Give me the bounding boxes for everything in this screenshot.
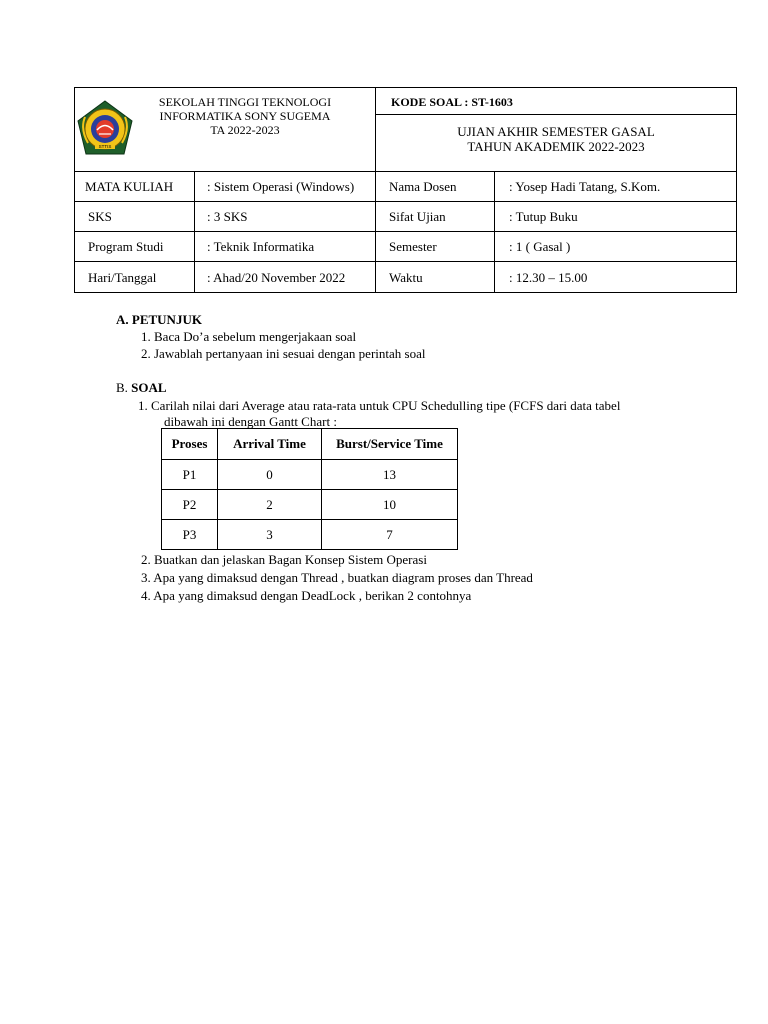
value-program-studi: : Teknik Informatika [207, 239, 315, 254]
question-2: 2. Buatkan dan jelaskan Bagan Konsep Sistem Operasi [141, 552, 427, 567]
petunjuk-heading: A. PETUNJUK [116, 312, 202, 327]
value-mata-kuliah: : Sistem Operasi (Windows) [207, 179, 355, 194]
label-hari-tanggal: Hari/Tanggal [88, 270, 157, 285]
process-table-header-row [162, 429, 458, 460]
soal-heading-text: SOAL [131, 380, 167, 395]
petunjuk-item-1: 1. Baca Do’a sebelum mengerjakaan soal [141, 329, 357, 344]
burst-time: 13 [322, 460, 458, 490]
table-left-border [74, 87, 75, 292]
arrival-time: 2 [218, 490, 322, 520]
soal-heading-prefix: B. [116, 380, 132, 395]
value-sks: : 3 SKS [207, 209, 248, 224]
label-semester: Semester [389, 239, 437, 254]
row2-bottom-border [74, 231, 737, 232]
academic-year: TA 2022-2023 [210, 123, 280, 137]
question-3: 3. Apa yang dimaksud dengan Thread , buatkan diagram proses dan Thread [141, 570, 533, 585]
label-sifat-ujian: Sifat Ujian [389, 209, 446, 224]
exam-title [376, 124, 736, 154]
process-table [161, 428, 458, 550]
burst-time: 7 [322, 520, 458, 550]
label-waktu: Waktu [389, 270, 423, 285]
label-mata-kuliah: MATA KULIAH [85, 179, 174, 194]
question-4: 4. Apa yang dimaksud dengan DeadLock , berikan 2 contohnya [141, 588, 472, 603]
process-name: P3 [162, 520, 218, 550]
kode-soal: KODE SOAL : ST-1603 [391, 95, 513, 109]
value-semester: : 1 ( Gasal ) [509, 239, 571, 254]
label-nama-dosen: Nama Dosen [389, 179, 457, 194]
school-name [140, 95, 350, 137]
col-divider-3 [494, 171, 495, 292]
school-name-line-2: INFORMATIKA SONY SUGEMA [159, 109, 331, 123]
table-bottom-border [74, 292, 737, 293]
row1-bottom-border [74, 201, 737, 202]
value-waktu: : 12.30 – 15.00 [509, 270, 588, 285]
table-right-border [736, 87, 737, 292]
table-row [162, 520, 458, 550]
burst-time: 10 [322, 490, 458, 520]
header-burst-time: Burst/Service Time [322, 429, 458, 460]
table-row [162, 460, 458, 490]
table-row [162, 490, 458, 520]
value-hari-tanggal: : Ahad/20 November 2022 [207, 270, 346, 285]
question-1-line-1: 1. Carilah nilai dari Average atau rata-rata untuk CPU Schedulling tipe (FCFS dari data tabel [138, 398, 621, 413]
label-sks: SKS [88, 209, 112, 224]
arrival-time: 0 [218, 460, 322, 490]
question-1-line-2: dibawah ini dengan Gantt Chart : [164, 414, 337, 429]
petunjuk-item-2: 2. Jawablah pertanyaan ini sesuai dengan perintah soal [141, 346, 426, 361]
arrival-time: 3 [218, 520, 322, 550]
exam-title-divider [375, 114, 737, 115]
header-top-border [74, 87, 737, 88]
header-bottom-border [74, 171, 737, 172]
school-name-line-1: SEKOLAH TINGGI TEKNOLOGI [158, 95, 332, 109]
exam-title-line-2: TAHUN AKADEMIK 2022-2023 [467, 139, 645, 154]
process-name: P2 [162, 490, 218, 520]
soal-heading [116, 380, 167, 395]
header-proses: Proses [162, 429, 218, 460]
value-sifat-ujian: : Tutup Buku [509, 209, 578, 224]
col-divider-1 [194, 171, 195, 292]
exam-title-line-1: UJIAN AKHIR SEMESTER GASAL [457, 124, 655, 139]
school-logo-icon [76, 99, 134, 157]
header-arrival-time: Arrival Time [218, 429, 322, 460]
value-nama-dosen: : Yosep Hadi Tatang, S.Kom. [509, 179, 661, 194]
label-program-studi: Program Studi [88, 239, 164, 254]
process-name: P1 [162, 460, 218, 490]
logo-label: STTIS [98, 144, 112, 149]
header-mid-divider [375, 87, 376, 292]
row3-bottom-border [74, 261, 737, 262]
